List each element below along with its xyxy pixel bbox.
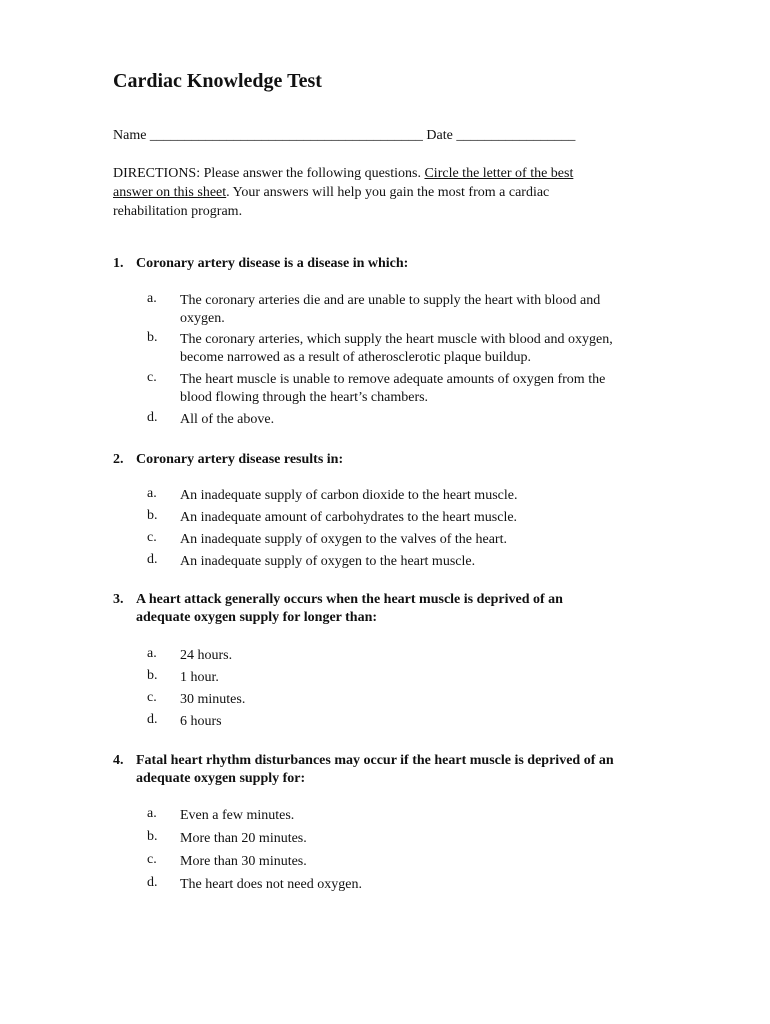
- option-text-line: All of the above.: [180, 412, 275, 427]
- answer-options: [113, 647, 673, 731]
- question-3: [113, 591, 673, 731]
- directions-underlined-1: Circle the letter of the best: [424, 166, 574, 181]
- answer-option-b[interactable]: [113, 669, 673, 687]
- directions-line-2: [113, 183, 653, 202]
- question-2: [113, 451, 673, 571]
- option-text: An inadequate amount of carbohydrates to the heart muscle.: [180, 510, 518, 525]
- option-text: More than 20 minutes.: [180, 831, 307, 846]
- option-letter[interactable]: a.: [147, 646, 157, 661]
- option-letter[interactable]: a.: [147, 486, 157, 501]
- directions-line-1: [113, 164, 653, 183]
- question-text-line: A heart attack generally occurs when the heart muscle is deprived of an: [136, 592, 563, 607]
- option-text-line: oxygen.: [180, 311, 225, 326]
- question-number: 1.: [113, 256, 124, 271]
- option-letter[interactable]: d.: [147, 410, 158, 425]
- answer-option-c[interactable]: [113, 853, 673, 871]
- directions-line-3: rehabilitation program.: [113, 204, 243, 219]
- option-letter[interactable]: d.: [147, 875, 158, 890]
- question-number: 2.: [113, 452, 124, 467]
- answer-options: [113, 807, 673, 894]
- answer-option-d[interactable]: [113, 876, 673, 894]
- question-heading: [113, 451, 673, 469]
- option-letter[interactable]: b.: [147, 668, 158, 683]
- option-letter[interactable]: b.: [147, 508, 158, 523]
- directions-underlined-2: answer on this sheet: [113, 185, 227, 200]
- name-date-line: Name _______________________________________ Date _________________: [113, 128, 576, 143]
- answer-option-d[interactable]: [113, 713, 673, 731]
- option-text: An inadequate supply of oxygen to the heart muscle.: [180, 554, 476, 569]
- answer-option-b[interactable]: [113, 509, 673, 527]
- question-number: 3.: [113, 592, 124, 607]
- answer-option-b[interactable]: [113, 830, 673, 848]
- answer-option-c[interactable]: [113, 531, 673, 549]
- question-text-line: Coronary artery disease results in:: [136, 452, 344, 467]
- option-text: [180, 292, 673, 328]
- directions-lead: DIRECTIONS: Please answer the following questions.: [113, 166, 425, 181]
- question-1: [113, 255, 673, 429]
- option-letter[interactable]: b.: [147, 330, 158, 345]
- question-heading: [113, 752, 673, 788]
- option-text: [180, 331, 673, 367]
- question-text: [136, 752, 673, 788]
- answer-option-b[interactable]: [113, 331, 673, 367]
- question-text-line: Coronary artery disease is a disease in which:: [136, 256, 409, 271]
- option-text-line: The heart muscle is unable to remove adequate amounts of oxygen from the: [180, 372, 606, 387]
- question-heading: [113, 591, 673, 627]
- option-letter[interactable]: c.: [147, 690, 157, 705]
- answer-option-c[interactable]: [113, 691, 673, 709]
- option-text: [180, 371, 673, 407]
- question-text: [136, 591, 673, 627]
- question-number: 4.: [113, 753, 124, 768]
- option-text: More than 30 minutes.: [180, 854, 307, 869]
- option-letter[interactable]: d.: [147, 552, 158, 567]
- option-text-line: become narrowed as a result of atherosclerotic plaque buildup.: [180, 350, 532, 365]
- answer-option-a[interactable]: [113, 647, 673, 665]
- question-text-line: adequate oxygen supply for longer than:: [136, 610, 378, 625]
- directions-rest: . Your answers will help you gain the most from a cardiac: [226, 185, 550, 200]
- option-letter[interactable]: b.: [147, 829, 158, 844]
- option-text: 30 minutes.: [180, 692, 246, 707]
- option-text-line: blood flowing through the heart’s chambers.: [180, 390, 429, 405]
- answer-option-d[interactable]: [113, 553, 673, 571]
- option-text: An inadequate supply of oxygen to the valves of the heart.: [180, 532, 507, 547]
- option-letter[interactable]: c.: [147, 852, 157, 867]
- question-text: [136, 451, 673, 469]
- question-text-line: Fatal heart rhythm disturbances may occur if the heart muscle is deprived of an: [136, 753, 614, 768]
- option-text: Even a few minutes.: [180, 808, 295, 823]
- option-text: [180, 411, 673, 429]
- question-4: [113, 752, 673, 894]
- answer-option-a[interactable]: [113, 807, 673, 825]
- option-text: 1 hour.: [180, 670, 219, 685]
- question-heading: [113, 255, 673, 273]
- option-text: An inadequate supply of carbon dioxide to the heart muscle.: [180, 488, 518, 503]
- option-letter[interactable]: c.: [147, 530, 157, 545]
- page-title: Cardiac Knowledge Test: [113, 70, 322, 92]
- directions-paragraph: [113, 164, 653, 221]
- option-letter[interactable]: a.: [147, 806, 157, 821]
- option-letter[interactable]: c.: [147, 370, 157, 385]
- answer-option-d[interactable]: [113, 411, 673, 429]
- answer-option-a[interactable]: [113, 487, 673, 505]
- question-text: [136, 255, 673, 273]
- option-text-line: The coronary arteries, which supply the heart muscle with blood and oxygen,: [180, 332, 613, 347]
- option-text: 6 hours: [180, 714, 222, 729]
- answer-options: [113, 292, 673, 429]
- option-letter[interactable]: d.: [147, 712, 158, 727]
- answer-option-c[interactable]: [113, 371, 673, 407]
- option-text: The heart does not need oxygen.: [180, 877, 362, 892]
- answer-options: [113, 487, 673, 571]
- option-text: 24 hours.: [180, 648, 233, 663]
- option-text-line: The coronary arteries die and are unable to supply the heart with blood and: [180, 293, 601, 308]
- option-letter[interactable]: a.: [147, 291, 157, 306]
- answer-option-a[interactable]: [113, 292, 673, 328]
- question-text-line: adequate oxygen supply for:: [136, 771, 306, 786]
